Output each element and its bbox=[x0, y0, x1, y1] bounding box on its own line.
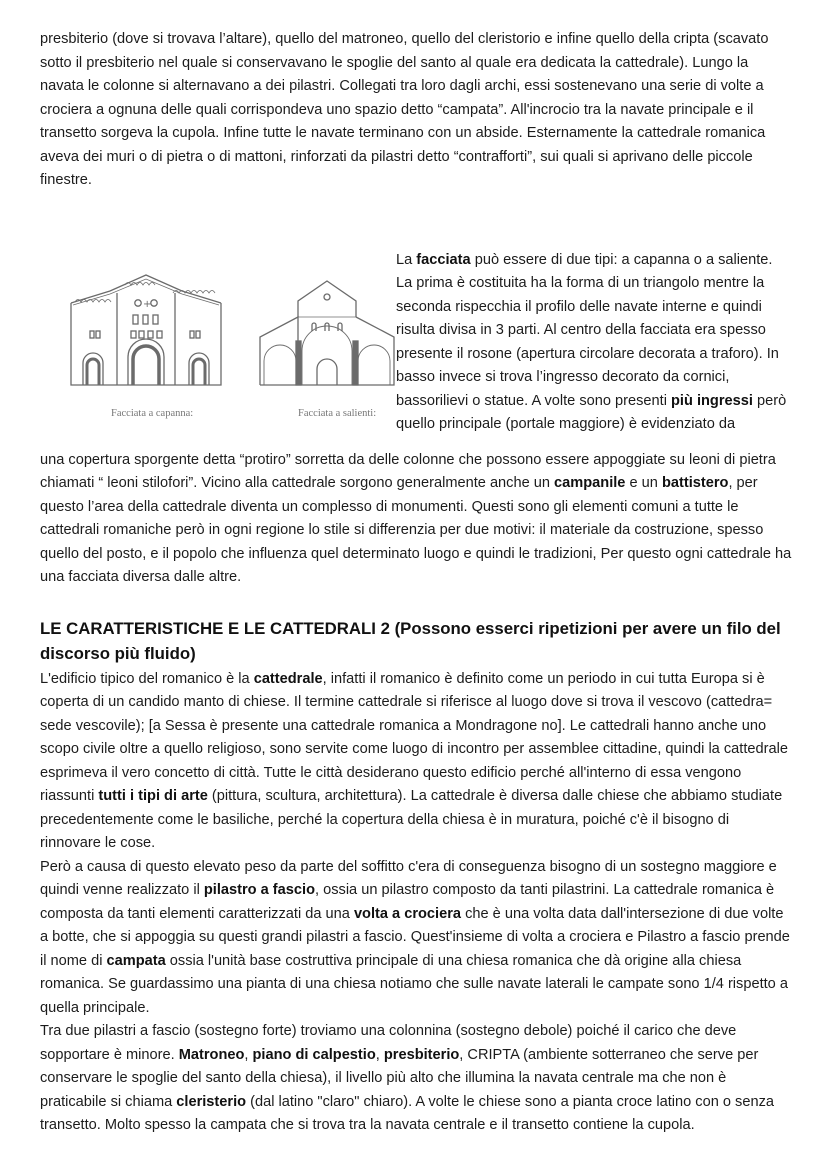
facade-section bbox=[40, 249, 792, 449]
term-pilastro-a-fascio: pilastro a fascio bbox=[203, 882, 315, 898]
capanna-facade-drawing bbox=[71, 275, 221, 385]
term-matroneo: Matroneo bbox=[178, 1046, 245, 1063]
salienti-facade-drawing bbox=[260, 281, 394, 385]
facade-drawings bbox=[65, 267, 395, 407]
term-campata: campata bbox=[106, 952, 166, 969]
term-piu-ingressi: più ingressi bbox=[671, 392, 753, 409]
term-cattedrale: cattedrale bbox=[253, 670, 323, 687]
term-piano-di-calpestio: piano di calpestio bbox=[252, 1046, 376, 1063]
svg-text:+: + bbox=[143, 298, 152, 310]
document-page bbox=[40, 28, 792, 1138]
section-heading: LE CARATTERISTICHE E LE CATTEDRALI 2 (Possono esserci ripetizioni per avere un filo del discorso più fluido) bbox=[40, 618, 781, 663]
term-cleristerio: cleristerio bbox=[176, 1093, 247, 1110]
term-tipi-di-arte: tutti i tipi di arte bbox=[98, 788, 208, 804]
section-paragraph-2: Però a causa di questo elevato peso da parte del soffitto c'era di conseguenza bisogno di un sostegno maggiore e quindi venne realizzato il pilastro a fascio, ossia un pilastro composto da tanti pilastrini. La cattedrale romanica è composta da tanti elementi caratterizzati da una volta a crociera che è una volta data dall'intersezione di due volte a botte, che si appoggia su questi grandi pilastri a fascio. Quest'insieme di volta a crociera e Pilastro a fascio prende il nome di campata ossia l'unità base costruttiva principale di una chiesa romanica che dà origine alla chiesa romanica. Se guardassimo una pianta di una chiesa notiamo che sulle navate laterali le campate sono 1/4 rispetto a quella principale. bbox=[40, 858, 790, 1016]
term-campanile: campanile bbox=[554, 475, 626, 491]
term-presbiterio: presbiterio bbox=[383, 1046, 460, 1063]
section-paragraph-1: L'edificio tipico del romanico è la cattedrale, infatti il romanico è definito come un periodo in cui tutta Europa si è coperta di un candido manto di chiese. Il termine cattedrale si riferisce al luogo dove si trova il vescovo (cattedra= sede vescovile); [a Sessa è presente una cattedrale romanica a Mondragone no]. Le cattedrali hanno anche uno scopo civile oltre a quello religioso, sono servite come luogo di incontro per assemblee cittadine, quindi la cattedrale esprimeva il vero concetto di città. Tutte le città desiderano questo edificio perché all'interno di essa vengono riassunti tutti i tipi di arte (pittura, scultura, architettura). La cattedrale è diversa dalle chiese che abbiamo studiate precedentemente come le basiliche, perché la copertura della chiesa è in muratura, poiché c'è il bisogno di rinnovare le cose. bbox=[40, 670, 788, 851]
term-battistero: battistero bbox=[661, 475, 729, 491]
caption-salienti: Facciata a salienti: bbox=[298, 407, 377, 419]
section-paragraph-3: Tra due pilastri a fascio (sostegno forte) troviamo una colonnina (sostegno debole) poiché il carico che deve sopportare è minore. Matroneo, piano di calpestio, presbiterio, CRIPTA (ambiente sotterraneo che serve per conservare le spoglie del santo della chiesa), il livello più alto che illumina la navata centrale ma che non è praticabile si chiama cleristerio (dal latino "claro" chiaro). A volte le chiese sono a pianta croce latino con o senza transetto. Molto spesso la campata che si trova tra la navata centrale e il transetto contiene la cupola. bbox=[40, 1023, 774, 1133]
term-facciata: facciata bbox=[416, 251, 471, 268]
caption-capanna: Facciata a capanna: bbox=[111, 407, 194, 419]
facade-paragraph-continued: una copertura sporgente detta “protiro” sorretta da delle colonne che possono essere appoggiate su leoni di pietra chiamati “ leoni stilofori”. Vicino alla cattedrale sorgono generalmente anche un campanile e un battistero, per questo l’area della cattedrale diventa un complesso di monumenti. Questi sono gli elementi comuni a tutte le cattedrali romaniche però in ogni regione lo stile si differenzia per due motivi: il materiale da costruzione, spesso quello del posto, e il popolo che influenza quel determinato luogo e quindi le tradizioni, Per questo ogni cattedrale ha una facciata diversa dalle altre. bbox=[40, 451, 792, 585]
term-volta-a-crociera: volta a crociera bbox=[353, 905, 462, 922]
facade-paragraph: La facciata può essere di due tipi: a capanna o a saliente. La prima è costituita ha la forma di un triangolo mentre la seconda rispecchia il profilo delle navate interne e quindi risulta divisa in 3 parti. Al centro della facciata era spesso presente il rosone (apertura circolare decorata a traforo). In basso invece si trova l’ingresso decorato da cornici, bassorilievi o statue. A volte sono presenti più ingressi però quello principale (portale maggiore) è evidenziato da bbox=[396, 251, 787, 432]
intro-paragraph: presbiterio (dove si trovava l’altare), quello del matroneo, quello del cleristorio e infine quello della cripta (scavato sotto il presbiterio nel quale si conservavano le spoglie del santo al quale era dedicata la cattedrale). Lungo la navata le colonne si alternavano a dei pilastri. Collegati tra loro dagli archi, essi sostenevano una serie di volte a crociera a ognuna delle quali corrispondeva uno spazio detto “campata”. All'incrocio tra la navate principale e il transetto sorgeva la cupola. Infine tutte le navate terminano con un abside. Esternamente la cattedrale romanica aveva dei muri o di pietra o di mattoni, rinforzati da pilastri detto “contrafforti”, sui quali si aprivano delle piccole finestre. bbox=[40, 31, 769, 188]
facade-illustration bbox=[65, 267, 395, 432]
